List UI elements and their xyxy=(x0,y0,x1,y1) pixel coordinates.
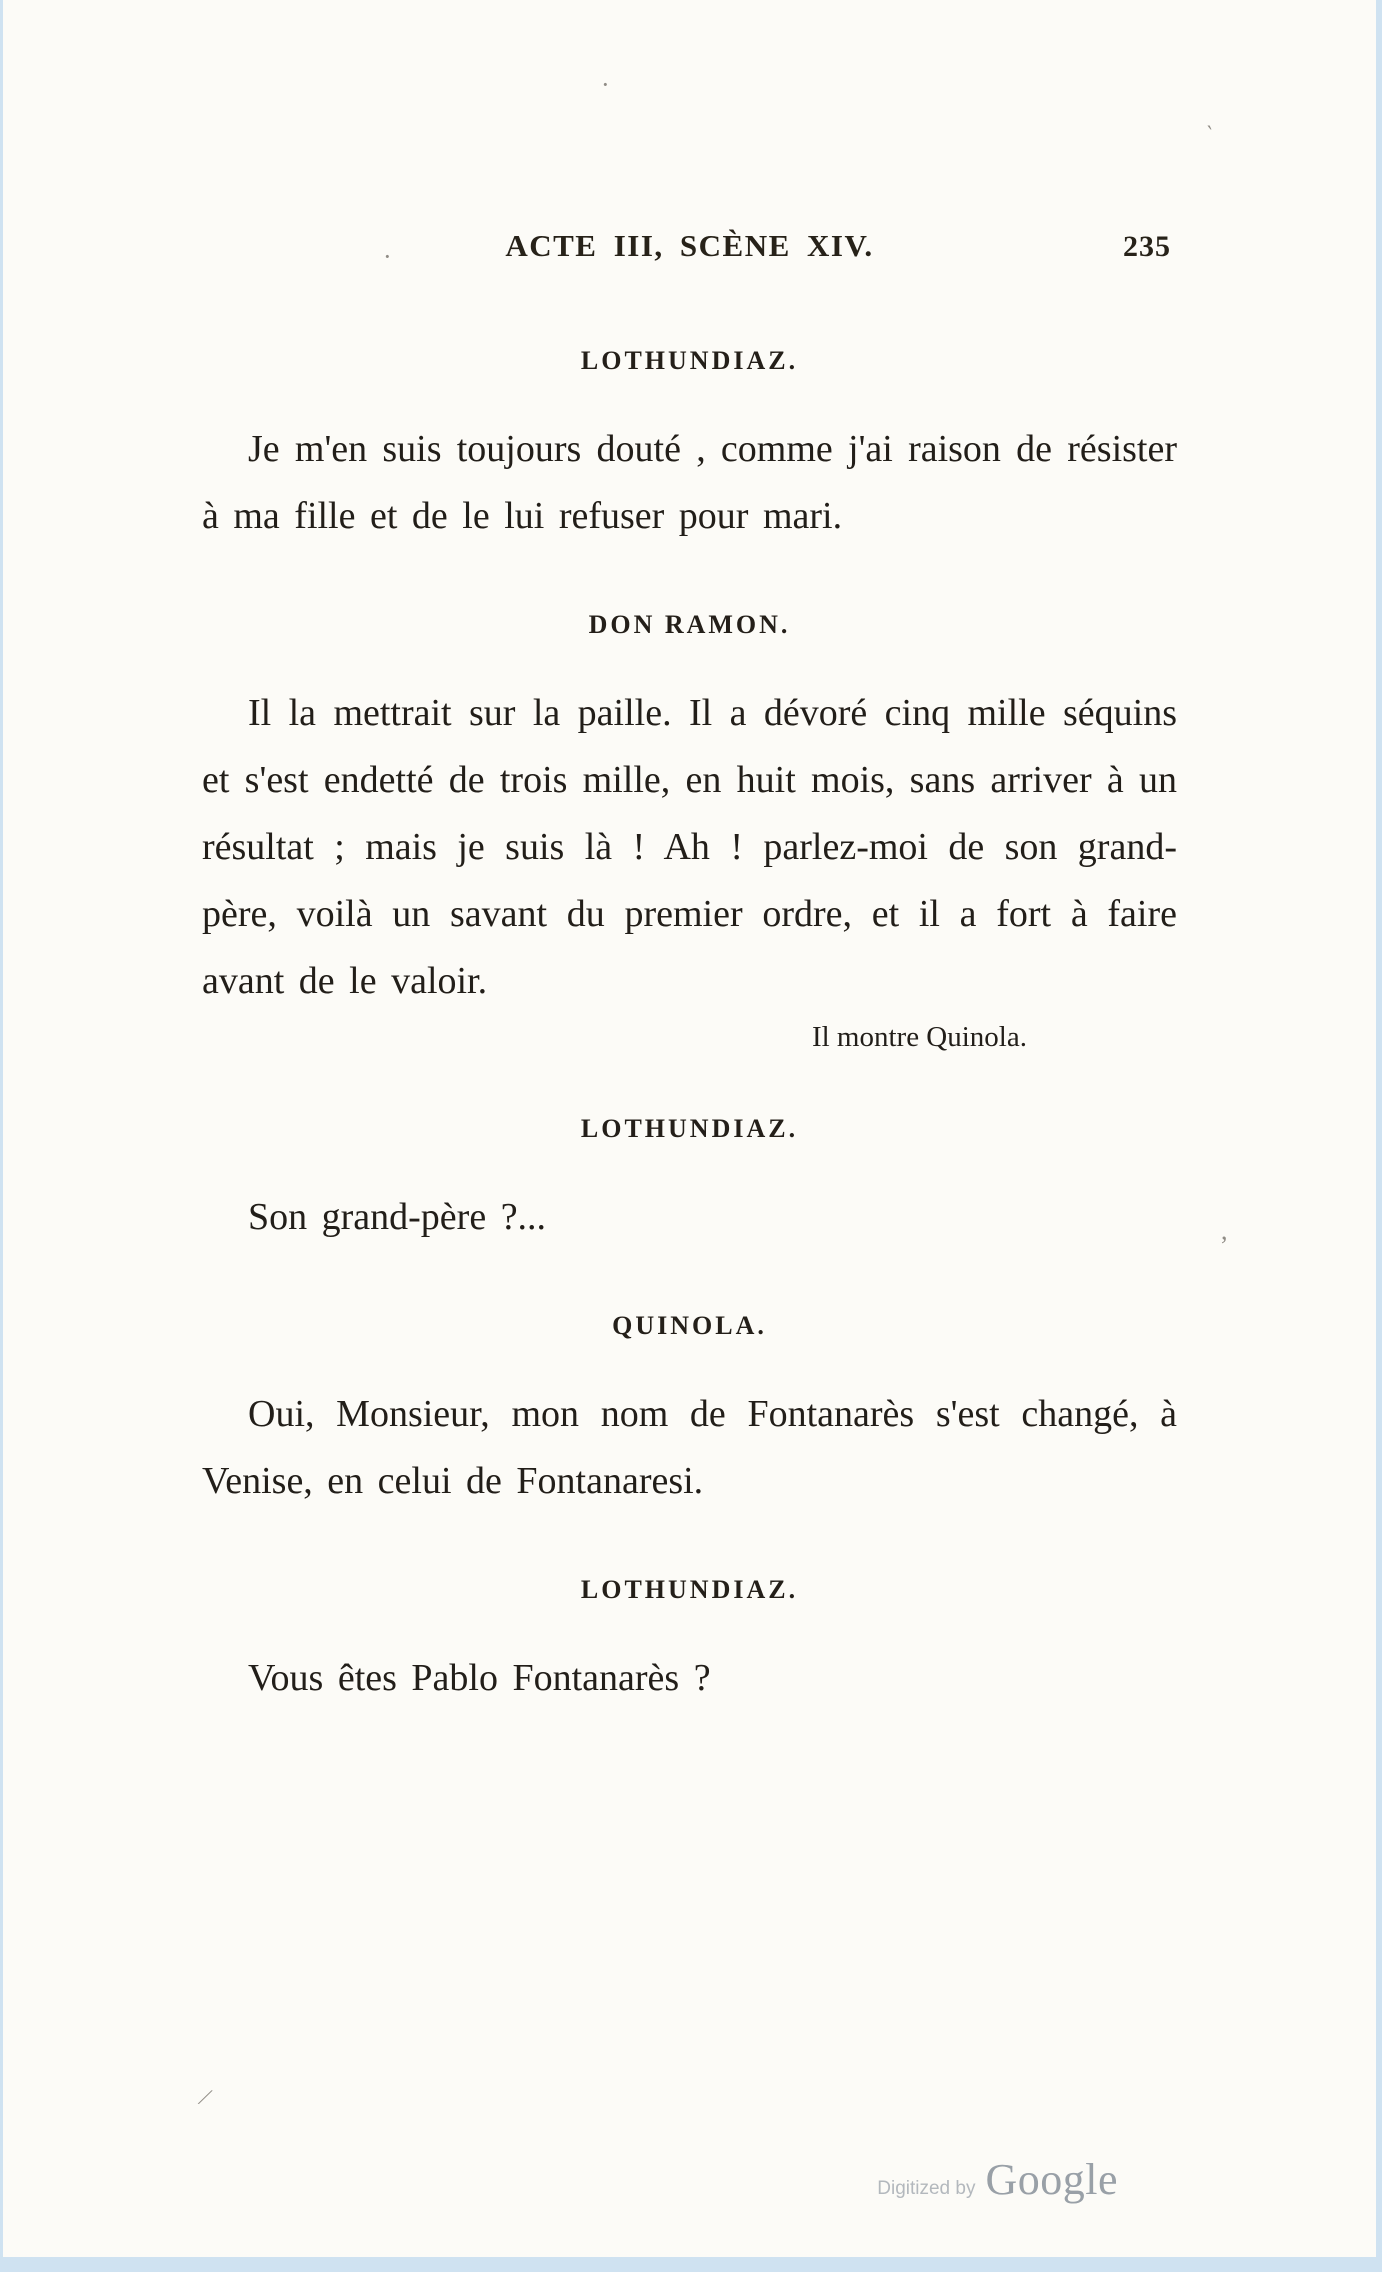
google-logo-text: Google xyxy=(985,2155,1118,2204)
stage-direction: Il montre Quinola. xyxy=(811,1021,1027,1053)
speaker-name: DON RAMON. xyxy=(588,610,791,639)
speaker-name: LOTHUNDIAZ. xyxy=(580,346,799,375)
dialogue-paragraph: Oui, Monsieur, mon nom de Fontanarès s'est changé, à Venise, en celui de Fontanaresi. xyxy=(202,1393,1177,1502)
page-header xyxy=(202,228,1177,264)
speaker-name: QUINOLA. xyxy=(612,1311,767,1340)
speaker-name: LOTHUNDIAZ. xyxy=(580,1575,799,1604)
scan-mark: , xyxy=(1221,1216,1228,1245)
google-watermark xyxy=(877,2154,1118,2205)
digitized-by-label: Digitized by xyxy=(877,2178,976,2199)
scan-mark: ‵ xyxy=(1207,122,1212,147)
scan-mark: · xyxy=(383,242,392,271)
dialogue-paragraph: Je m'en suis toujours douté , comme j'ai raison de résister à ma fille et de le lui refuser pour mari. xyxy=(202,428,1177,537)
text-column xyxy=(202,0,1177,1712)
dialogue-paragraph: Il la mettrait sur la paille. Il a dévoré cinq mille séquins et s'est endetté de trois mille, en huit mois, sans arriver à un résultat ; mais je suis là ! Ah ! parlez-moi de son grand-père, voilà un savant du premier ordre, et il a fort à faire avant de le valoir. xyxy=(202,692,1177,1002)
running-title: ACTE III, SCÈNE XIV. xyxy=(505,228,874,263)
scan-mark: ∕ xyxy=(200,2084,210,2112)
speaker-name: LOTHUNDIAZ. xyxy=(580,1114,799,1143)
scan-mark: · xyxy=(601,70,610,99)
page-number: 235 xyxy=(1123,230,1171,263)
book-page xyxy=(3,0,1376,2257)
dialogue-paragraph: Vous êtes Pablo Fontanarès ? xyxy=(248,1657,711,1699)
dialogue-paragraph: Son grand-père ?... xyxy=(248,1196,547,1238)
